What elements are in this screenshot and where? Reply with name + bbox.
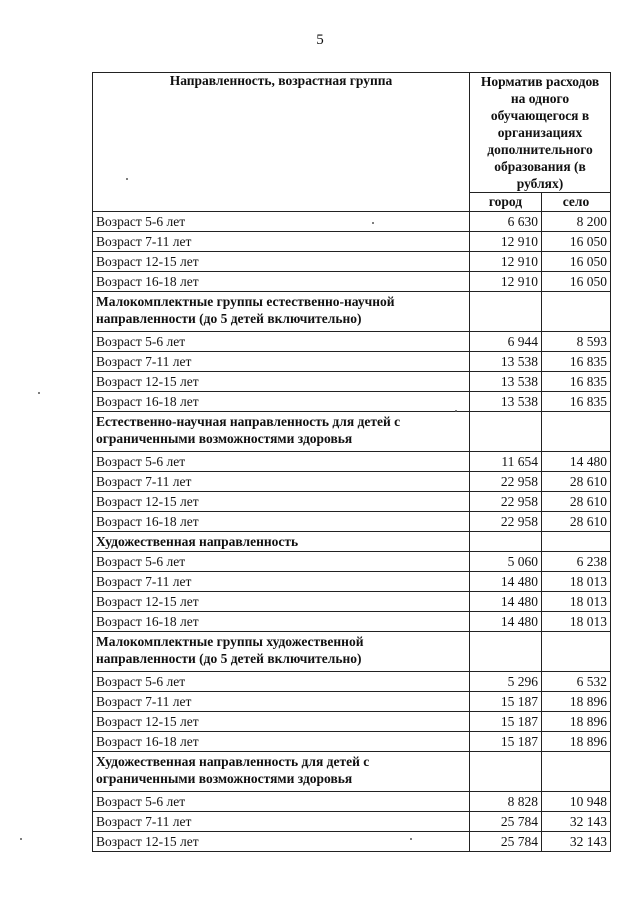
table-row [93,452,611,472]
row-label: Возраст 5-6 лет [93,332,470,352]
village-value: 18 896 [542,732,611,752]
city-value: 5 060 [470,552,542,572]
village-value: 18 013 [542,612,611,632]
scan-speck [20,838,22,840]
table-row [93,692,611,712]
village-value: 16 050 [542,272,611,292]
row-label: Возраст 5-6 лет [93,552,470,572]
village-value: 16 050 [542,232,611,252]
village-value: 6 532 [542,672,611,692]
empty-cell [470,632,542,672]
village-value: 28 610 [542,512,611,532]
row-label: Возраст 12-15 лет [93,832,470,852]
row-label: Возраст 16-18 лет [93,392,470,412]
row-label: Возраст 5-6 лет [93,212,470,232]
row-label: Возраст 12-15 лет [93,372,470,392]
group-heading: Художественная направленность для детей с ограниченными возможностями здоровья [93,752,470,792]
village-value: 10 948 [542,792,611,812]
empty-cell [542,412,611,452]
row-label: Возраст 16-18 лет [93,612,470,632]
city-value: 25 784 [470,812,542,832]
empty-cell [470,412,542,452]
city-value: 12 910 [470,272,542,292]
row-label: Возраст 7-11 лет [93,572,470,592]
row-label: Возраст 7-11 лет [93,812,470,832]
header-norm: Норматив расходов на одного обучающегося в организациях дополнительного образования (в рублях) [470,73,611,193]
empty-cell [470,752,542,792]
village-value: 16 835 [542,352,611,372]
header-village: село [542,193,611,212]
table-row [93,612,611,632]
village-value: 28 610 [542,492,611,512]
village-value: 28 610 [542,472,611,492]
row-label: Возраст 12-15 лет [93,252,470,272]
village-value: 32 143 [542,832,611,852]
scan-speck [372,222,374,224]
city-value: 8 828 [470,792,542,812]
group-heading: Малокомплектные группы художественной направленности (до 5 детей включительно) [93,632,470,672]
table-row [93,832,611,852]
header-city: город [470,193,542,212]
village-value: 18 013 [542,572,611,592]
village-value: 18 013 [542,592,611,612]
table-row [93,572,611,592]
row-label: Возраст 12-15 лет [93,492,470,512]
city-value: 6 630 [470,212,542,232]
table-row [93,792,611,812]
table-row [93,472,611,492]
group-heading: Естественно-научная направленность для детей с ограниченными возможностями здоровья [93,412,470,452]
table-row [93,232,611,252]
city-value: 15 187 [470,732,542,752]
empty-cell [542,632,611,672]
empty-cell [542,752,611,792]
group-heading-row [93,292,611,332]
group-heading-row [93,532,611,552]
header-direction: Направленность, возрастная группа [93,73,470,212]
city-value: 22 958 [470,472,542,492]
group-heading-row [93,412,611,452]
scan-speck [38,392,40,394]
table-row [93,812,611,832]
table-row [93,672,611,692]
empty-cell [470,532,542,552]
village-value: 14 480 [542,452,611,472]
table-header [93,73,611,212]
city-value: 15 187 [470,712,542,732]
city-value: 14 480 [470,592,542,612]
city-value: 14 480 [470,572,542,592]
village-value: 18 896 [542,692,611,712]
scan-speck [455,410,457,412]
village-value: 16 050 [542,252,611,272]
village-value: 8 593 [542,332,611,352]
city-value: 15 187 [470,692,542,712]
table-body [93,212,611,852]
group-heading-row [93,752,611,792]
row-label: Возраст 16-18 лет [93,732,470,752]
norms-table [92,72,611,852]
empty-cell [470,292,542,332]
row-label: Возраст 7-11 лет [93,472,470,492]
group-heading: Малокомплектные группы естественно-научной направленности (до 5 детей включительно) [93,292,470,332]
village-value: 6 238 [542,552,611,572]
table-row [93,252,611,272]
table-row [93,712,611,732]
city-value: 6 944 [470,332,542,352]
row-label: Возраст 16-18 лет [93,272,470,292]
city-value: 12 910 [470,232,542,252]
empty-cell [542,532,611,552]
table-row [93,392,611,412]
city-value: 11 654 [470,452,542,472]
city-value: 13 538 [470,392,542,412]
row-label: Возраст 7-11 лет [93,692,470,712]
row-label: Возраст 5-6 лет [93,792,470,812]
city-value: 22 958 [470,512,542,532]
table-row [93,212,611,232]
row-label: Возраст 7-11 лет [93,232,470,252]
table-row [93,492,611,512]
city-value: 13 538 [470,372,542,392]
village-value: 8 200 [542,212,611,232]
village-value: 32 143 [542,812,611,832]
table-row [93,552,611,572]
table-row [93,512,611,532]
scan-speck [410,838,412,840]
empty-cell [542,292,611,332]
table-row [93,372,611,392]
row-label: Возраст 5-6 лет [93,672,470,692]
table-row [93,272,611,292]
row-label: Возраст 12-15 лет [93,592,470,612]
city-value: 25 784 [470,832,542,852]
village-value: 16 835 [542,392,611,412]
row-label: Возраст 5-6 лет [93,452,470,472]
table-row [93,732,611,752]
row-label: Возраст 16-18 лет [93,512,470,532]
row-label: Возраст 12-15 лет [93,712,470,732]
city-value: 13 538 [470,352,542,372]
table-row [93,592,611,612]
city-value: 12 910 [470,252,542,272]
row-label: Возраст 7-11 лет [93,352,470,372]
group-heading: Художественная направленность [93,532,470,552]
group-heading-row [93,632,611,672]
table-row [93,352,611,372]
city-value: 5 296 [470,672,542,692]
scan-speck [126,178,128,180]
city-value: 14 480 [470,612,542,632]
table-row [93,332,611,352]
city-value: 22 958 [470,492,542,512]
page-number: 5 [316,32,324,48]
village-value: 16 835 [542,372,611,392]
village-value: 18 896 [542,712,611,732]
